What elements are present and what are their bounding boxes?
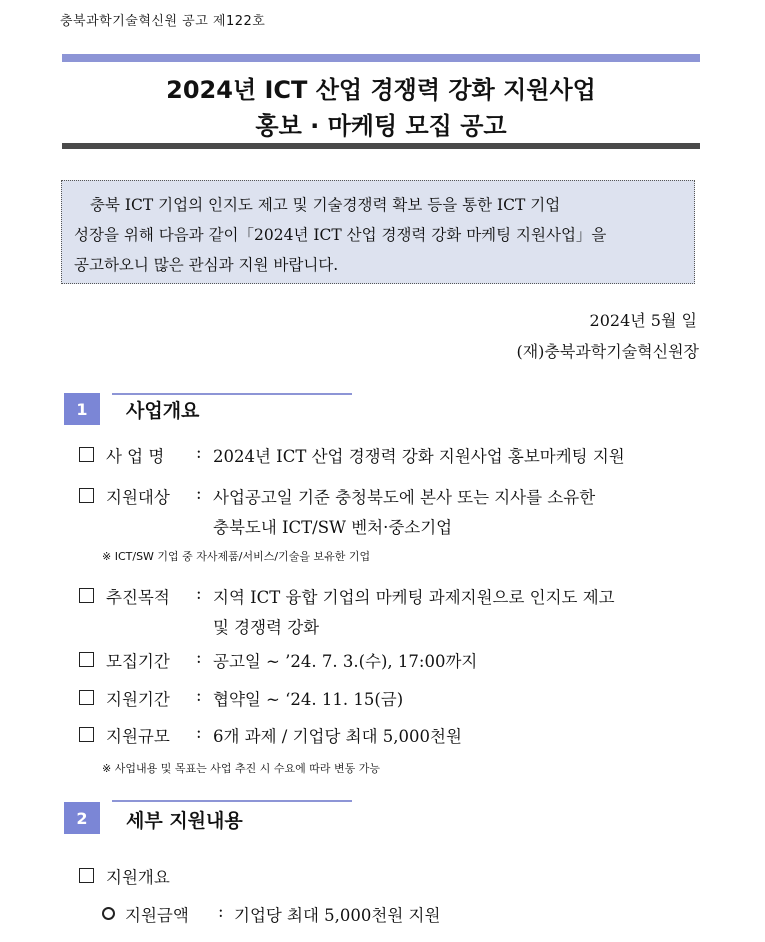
item-value-continued: 충북도내 ICT/SW 벤처·중소기업 bbox=[213, 518, 453, 537]
checkbox-bullet-icon bbox=[79, 652, 94, 667]
item-label: 지원대상 bbox=[106, 488, 170, 507]
notice-reference-number: 충북과학기술혁신원 공고 제122호 bbox=[60, 14, 266, 29]
issuer-name: (재)충북과학기술혁신원장 bbox=[516, 342, 699, 361]
section-title: 사업개요 bbox=[126, 400, 200, 422]
item-value: 6개 과제 / 기업당 최대 5,000천원 bbox=[213, 727, 462, 746]
section-number-badge: 2 bbox=[64, 802, 100, 834]
item-value: 협약일 ~ ‘24. 11. 15(금) bbox=[213, 690, 404, 709]
notice-date: 2024년 5월 일 bbox=[589, 311, 697, 330]
item-label: 사 업 명 bbox=[106, 447, 165, 466]
item-colon: : bbox=[196, 648, 202, 667]
item-value-continued: 및 경쟁력 강화 bbox=[213, 618, 320, 637]
document-title-line2: 홍보 · 마케팅 모집 공고 bbox=[255, 112, 507, 140]
item-label: 추진목적 bbox=[106, 588, 170, 607]
title-top-rule bbox=[62, 54, 700, 62]
item-label: 지원기간 bbox=[106, 690, 170, 709]
checkbox-bullet-icon bbox=[79, 690, 94, 705]
item-label: 지원규모 bbox=[106, 727, 170, 746]
item-label: 지원개요 bbox=[106, 868, 170, 887]
notice-line: 성장을 위해 다음과 같이「2024년 ICT 산업 경쟁력 강화 마케팅 지원사업」을 bbox=[74, 226, 607, 244]
section-title-rule bbox=[112, 393, 352, 395]
sub-item-label: 지원금액 bbox=[125, 906, 189, 925]
item-value: 2024년 ICT 산업 경쟁력 강화 지원사업 홍보마케팅 지원 bbox=[213, 447, 625, 466]
notice-line: 공고하오니 많은 관심과 지원 바랍니다. bbox=[74, 256, 339, 274]
sub-item-colon: : bbox=[218, 902, 224, 921]
item-value: 사업공고일 기준 충청북도에 본사 또는 지사를 소유한 bbox=[213, 488, 596, 507]
notice-summary-box bbox=[61, 180, 695, 284]
item-label: 모집기간 bbox=[106, 652, 170, 671]
item-colon: : bbox=[196, 584, 202, 603]
checkbox-bullet-icon bbox=[79, 588, 94, 603]
checkbox-bullet-icon bbox=[79, 727, 94, 742]
item-colon: : bbox=[196, 484, 202, 503]
sub-item-value: 기업당 최대 5,000천원 지원 bbox=[234, 906, 441, 925]
item-colon: : bbox=[196, 723, 202, 742]
section-title-rule bbox=[112, 800, 352, 802]
section-number-badge: 1 bbox=[64, 393, 100, 425]
circle-bullet-icon bbox=[102, 907, 115, 920]
title-bottom-rule bbox=[62, 143, 700, 149]
item-colon: : bbox=[196, 686, 202, 705]
checkbox-bullet-icon bbox=[79, 488, 94, 503]
checkbox-bullet-icon bbox=[79, 868, 94, 883]
item-note: ※ 사업내용 및 목표는 사업 추진 시 수요에 따라 변동 가능 bbox=[102, 762, 380, 775]
item-value: 지역 ICT 융합 기업의 마케팅 과제지원으로 인지도 제고 bbox=[213, 588, 615, 607]
section-title: 세부 지원내용 bbox=[126, 810, 243, 832]
item-colon: : bbox=[196, 443, 202, 462]
item-value: 공고일 ~ ’24. 7. 3.(수), 17:00까지 bbox=[213, 652, 478, 671]
item-note: ※ ICT/SW 기업 중 자사제품/서비스/기술을 보유한 기업 bbox=[102, 550, 371, 563]
notice-line: 충북 ICT 기업의 인지도 제고 및 기술경쟁력 확보 등을 통한 ICT 기업 bbox=[90, 196, 561, 214]
document-title-line1: 2024년 ICT 산업 경쟁력 강화 지원사업 bbox=[166, 76, 596, 104]
checkbox-bullet-icon bbox=[79, 447, 94, 462]
